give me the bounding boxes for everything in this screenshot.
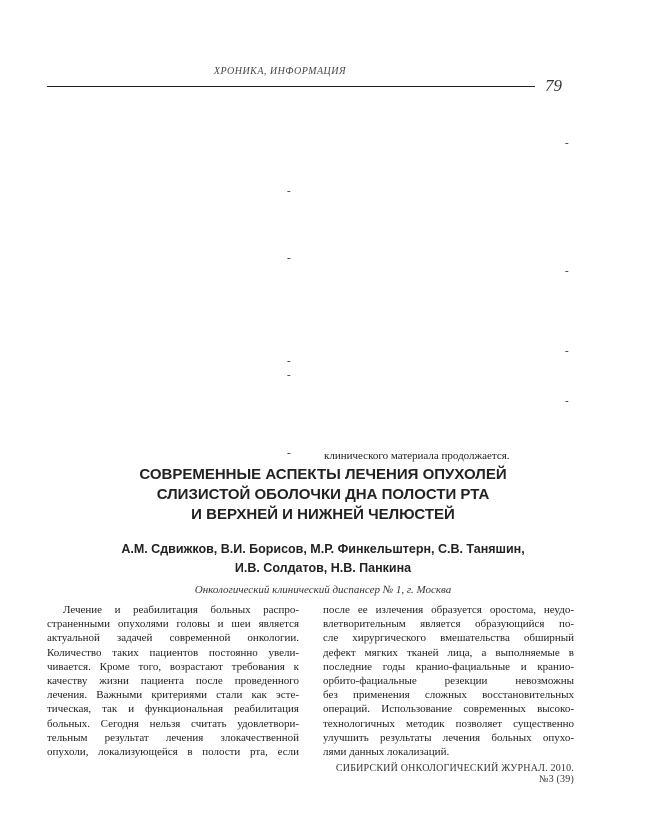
text-line: актуальной задачей современной онкологии. [47, 632, 299, 645]
text-line: влетворительным является образующийся по- [323, 618, 574, 631]
title-line: СОВРЕМЕННЫЕ АСПЕКТЫ ЛЕЧЕНИЯ ОПУХОЛЕЙ [139, 466, 507, 483]
text-line: орбито-фациальные резекции невозможны [323, 674, 574, 687]
body-column-left [47, 603, 299, 759]
body-column-right [323, 603, 574, 759]
text-line: Количество таких пациентов постоянно увели- [47, 646, 299, 659]
stray-hyphen: - [287, 185, 291, 197]
affiliation: Онкологический клинический диспансер № 1, г. Москва [194, 584, 452, 596]
text-line: улучшить результаты лечения больных опухо- [323, 731, 574, 744]
author-line: И.В. Солдатов, Н.В. Панкина [234, 561, 412, 575]
stray-hyphen: - [287, 252, 291, 264]
text-line: больных. Сегодня нельзя считать удовлетвори- [47, 717, 299, 730]
text-line: операций. Использование современных высоко- [323, 703, 574, 716]
text-line: последние годы кранио-фациальные и кранио- [323, 660, 574, 673]
running-head: ХРОНИКА, ИНФОРМАЦИЯ [213, 66, 347, 77]
stray-hyphen: - [565, 345, 569, 357]
stray-hyphen: - [287, 447, 291, 459]
title-line: СЛИЗИСТОЙ ОБОЛОЧКИ ДНА ПОЛОСТИ РТА [156, 486, 490, 503]
page-number: 79 [545, 76, 562, 95]
article-title [0, 465, 646, 525]
text-line: тельным результат лечения злокачественной [47, 731, 299, 744]
stray-hyphen: - [565, 395, 569, 407]
stray-hyphen: - [287, 355, 291, 367]
header-rule [47, 86, 535, 87]
stray-hyphen: - [565, 265, 569, 277]
text-line: после ее излечения образуется оростома, неудо- [323, 604, 574, 616]
author-list [0, 540, 646, 578]
text-line: чивается. Кроме того, возрастают требования к [47, 660, 299, 673]
text-line: страненными опухолями головы и шеи является [47, 618, 299, 631]
stray-hyphen: - [287, 369, 291, 381]
stray-hyphen: - [565, 137, 569, 149]
text-line: технологичных методик позволяет существенно [323, 717, 574, 730]
text-line: лечения. Важными критериями стали как эсте- [47, 689, 299, 702]
journal-footer: СИБИРСКИЙ ОНКОЛОГИЧЕСКИЙ ЖУРНАЛ. 2010. №3 (39) [335, 763, 574, 785]
text-line: качеству жизни пациента после проведенного [47, 674, 299, 687]
text-line: лями данных локализаций. [323, 745, 450, 758]
text-line: тическая, так и функциональная реабилитация [47, 703, 299, 716]
previous-article-continuation: клинического материала продолжается. [324, 450, 510, 462]
text-line: Лечение и реабилитация больных распро- [63, 604, 299, 616]
text-line: опухоли, локализующейся в полости рта, если [47, 745, 299, 758]
title-line: И ВЕРХНЕЙ И НИЖНЕЙ ЧЕЛЮСТЕЙ [191, 506, 455, 523]
author-line: А.М. Сдвижков, В.И. Борисов, М.Р. Финкельштерн, С.В. Таняшин, [121, 542, 525, 556]
text-line: дефект мягких тканей лица, а выполняемые в [323, 646, 574, 659]
text-line: сле хирургического вмешательства обширный [323, 632, 574, 645]
text-line: без применения сложных восстановительных [323, 689, 574, 702]
